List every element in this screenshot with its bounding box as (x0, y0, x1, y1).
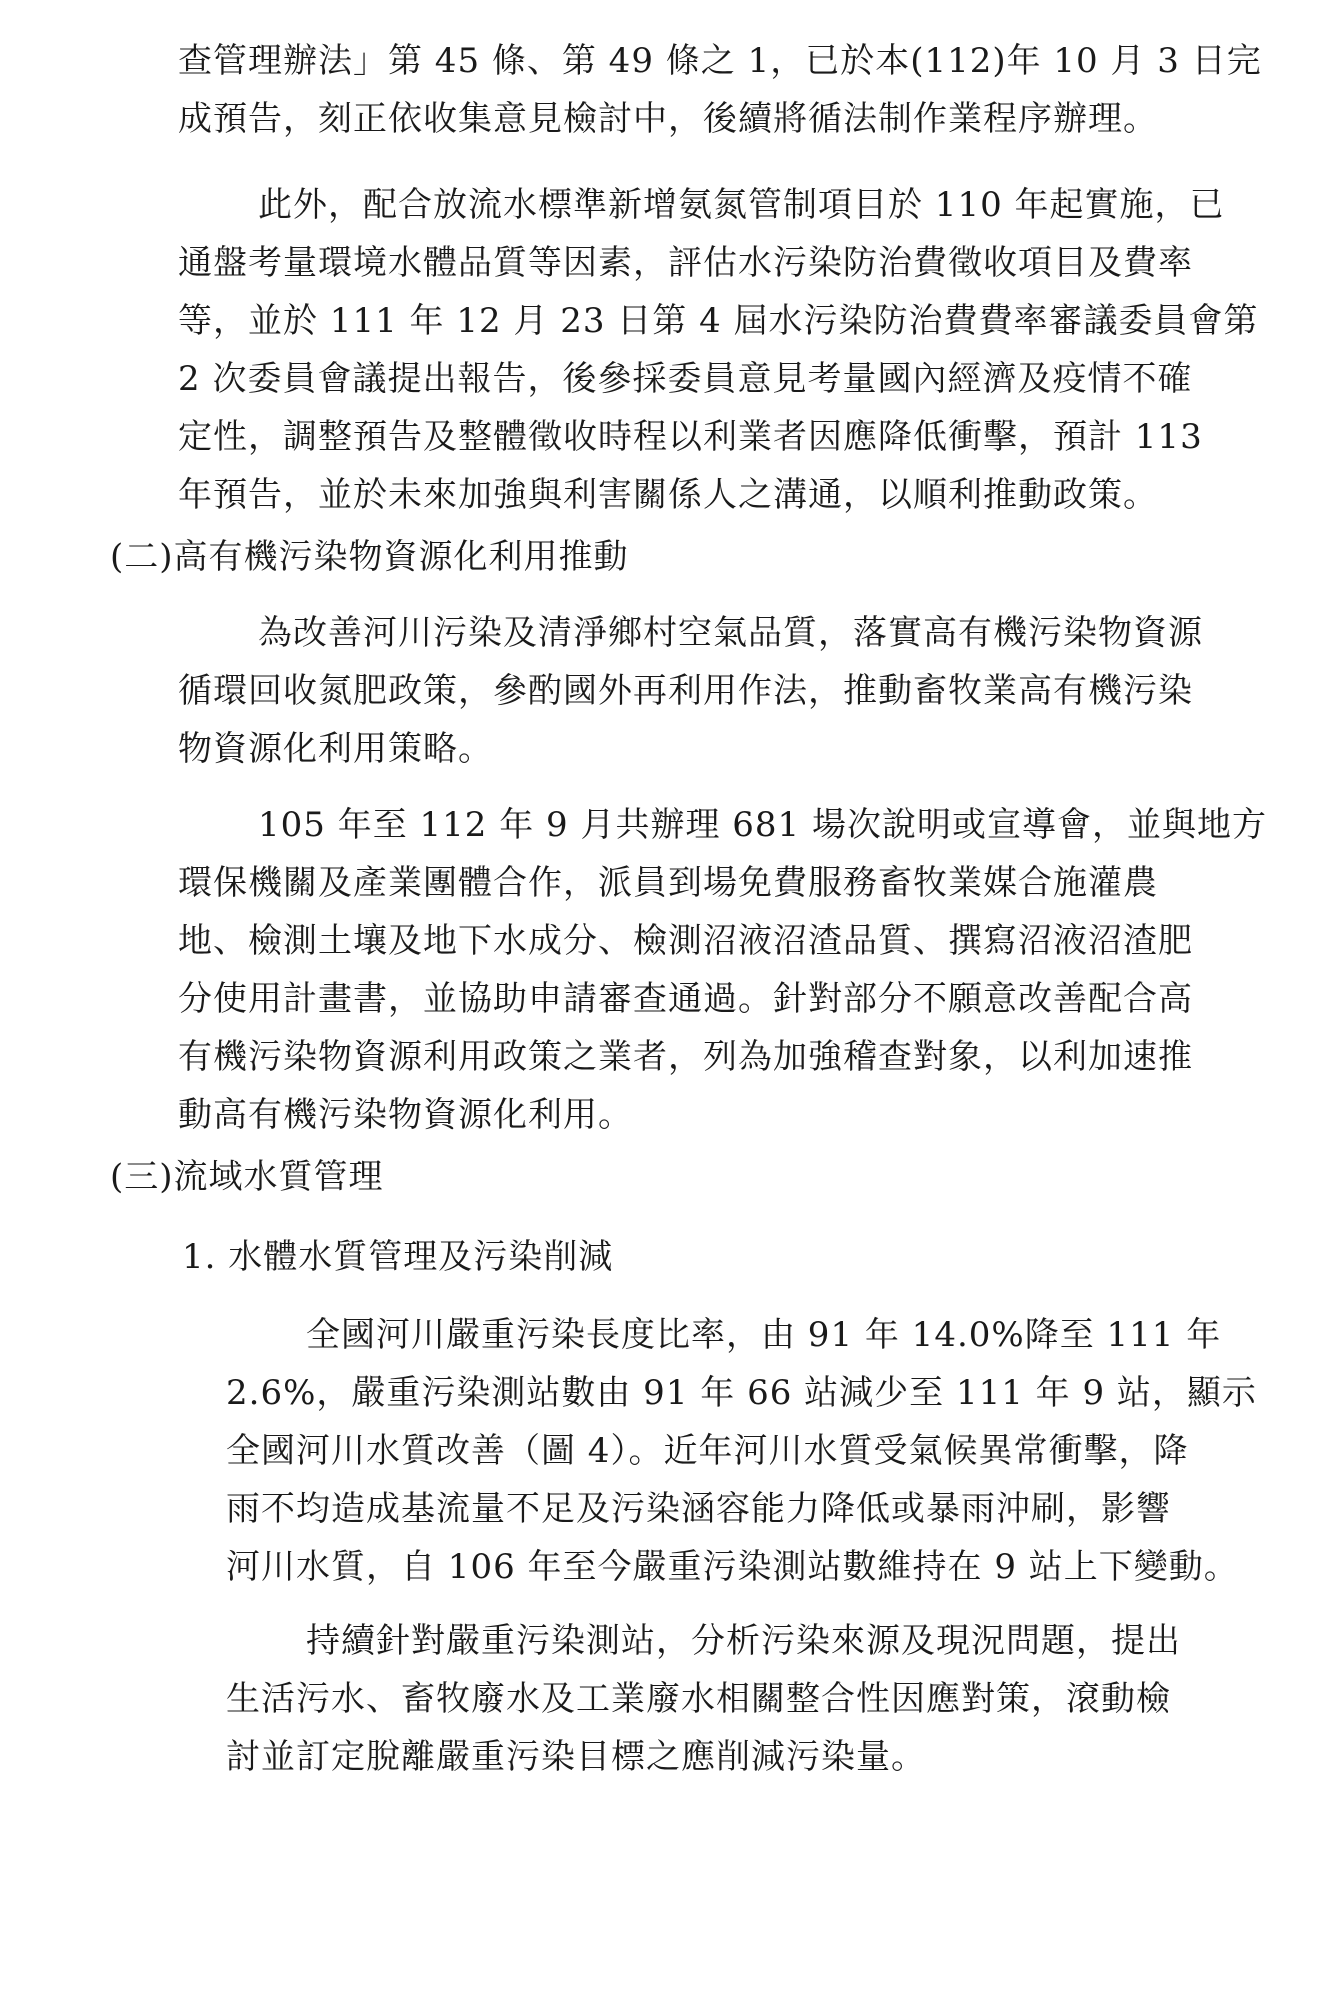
text-line: 雨不均造成基流量不足及污染涵容能力降低或暴雨沖刷，影響 (226, 1489, 1171, 1529)
text-line: 物資源化利用策略。 (178, 729, 493, 769)
text-line: 等，並於 111 年 12 月 23 日第 4 屆水污染防治費費率審議委員會第 (178, 301, 1259, 341)
text-line: 2 次委員會議提出報告，後參採委員意見考量國內經濟及疫情不確 (178, 359, 1193, 399)
text-line: 討並訂定脫離嚴重污染目標之應削減污染量。 (226, 1737, 926, 1777)
text-line: 此外，配合放流水標準新增氨氮管制項目於 110 年起實施，已 (258, 185, 1225, 225)
text-line: 動高有機污染物資源化利用。 (178, 1095, 633, 1135)
text-line: 為改善河川污染及清淨鄉村空氣品質，落實高有機污染物資源 (258, 613, 1203, 653)
text-line: 全國河川水質改善（圖 4）。近年河川水質受氣候異常衝擊，降 (226, 1431, 1189, 1471)
text-line: 105 年至 112 年 9 月共辦理 681 場次說明或宣導會，並與地方 (258, 805, 1267, 845)
text-line: 持續針對嚴重污染測站，分析污染來源及現況問題，提出 (306, 1621, 1181, 1661)
section-heading-3: (三)流域水質管理 (110, 1157, 384, 1197)
paragraph-ammonia-fee (178, 176, 1290, 524)
section-heading-2: (二)高有機污染物資源化利用推動 (110, 537, 629, 577)
text-line: 定性，調整預告及整體徵收時程以利業者因應降低衝擊，預計 113 (178, 417, 1203, 457)
paragraph-resource-policy (178, 604, 1290, 778)
text-line: 年預告，並於未來加強與利害關係人之溝通，以順利推動政策。 (178, 475, 1158, 515)
paragraph-intro (178, 32, 1290, 148)
text-line: 循環回收氮肥政策，參酌國外再利用作法，推動畜牧業高有機污染 (178, 671, 1193, 711)
text-line: 河川水質，自 106 年至今嚴重污染測站數維持在 9 站上下變動。 (226, 1547, 1239, 1587)
text-line: 生活污水、畜牧廢水及工業廢水相關整合性因應對策，滾動檢 (226, 1679, 1171, 1719)
text-line: 全國河川嚴重污染長度比率，由 91 年 14.0%降至 111 年 (306, 1315, 1222, 1355)
paragraph-resource-outreach (178, 796, 1290, 1144)
text-line: 成預告，刻正依收集意見檢討中，後續將循法制作業程序辦理。 (178, 99, 1158, 139)
text-line: 分使用計畫書，並協助申請審查通過。針對部分不願意改善配合高 (178, 979, 1193, 1019)
paragraph-river-quality (226, 1306, 1290, 1596)
text-line: 有機污染物資源利用政策之業者，列為加強稽查對象，以利加速推 (178, 1037, 1193, 1077)
text-line: 環保機關及產業團體合作，派員到場免費服務畜牧業媒合施灌農 (178, 863, 1158, 903)
text-line: 通盤考量環境水體品質等因素，評估水污染防治費徵收項目及費率 (178, 243, 1193, 283)
text-line: 查管理辦法」第 45 條、第 49 條之 1，已於本(112)年 10 月 3 日完 (178, 41, 1262, 81)
paragraph-river-measures (226, 1612, 1290, 1786)
text-line: 地、檢測土壤及地下水成分、檢測沼液沼渣品質、撰寫沼液沼渣肥 (178, 921, 1193, 961)
text-line: 2.6%，嚴重污染測站數由 91 年 66 站減少至 111 年 9 站，顯示 (226, 1373, 1257, 1413)
subsection-heading-1: 1. 水體水質管理及污染削減 (182, 1237, 614, 1277)
